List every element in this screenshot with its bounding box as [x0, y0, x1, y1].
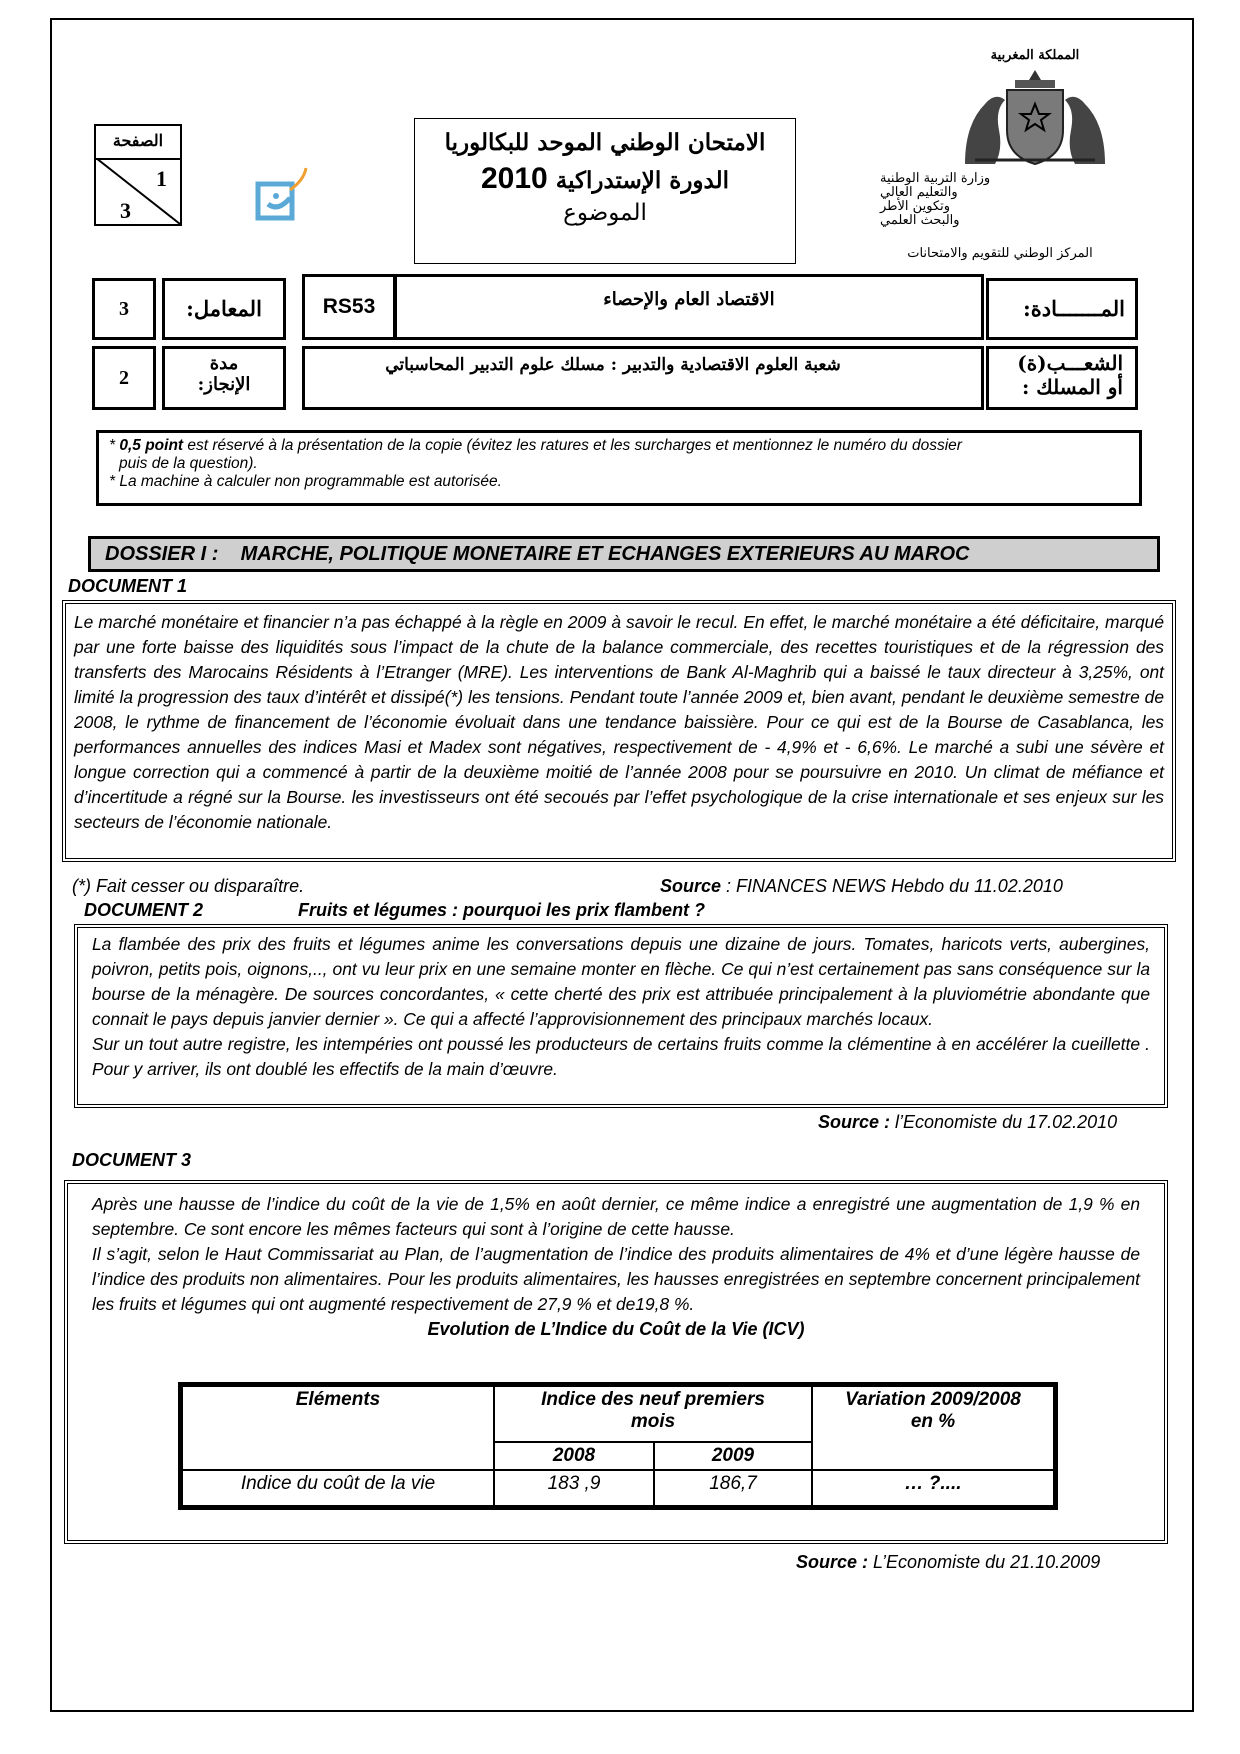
subject-code-cell: RS53	[305, 277, 397, 337]
branch-label-cell: الشعـــب(ة) أو المسلك :	[986, 346, 1138, 410]
ministry-line: وزارة التربية الوطنية	[880, 171, 991, 186]
coefficient-label-cell: المعامل:	[162, 278, 286, 340]
notice-points: 0,5 point	[119, 437, 184, 454]
exam-title-box	[414, 118, 796, 264]
subject-row	[302, 274, 984, 340]
document-1-box	[62, 600, 1176, 862]
exam-session	[415, 162, 795, 196]
notice-line-2: * La machine à calculer non programmable est autorisée.	[109, 473, 502, 490]
document-2-para-2: Sur un tout autre registre, les intempéries ont poussé les producteurs de certains fruits comme la clémentine à en accélérer la cueillette . Pour y arriver, ils ont doublé les effectifs de la main d’œuvre.	[92, 1034, 1150, 1079]
document-1-footnote: (*) Fait cesser ou disparaître.	[72, 876, 305, 896]
document-2-para-1: La flambée des prix des fruits et légumes anime les conversations depuis une dizaine de jours. Tomates, haricots verts, aubergines, poivron, petits pois, oignons,.., ont vu leur prix en une semaine monter en flèche. Ce qui n’est certainement pas sans conséquence sur la bourse de la ménagère. De sources concordantes, « cette cherté des prix est attribuée principalement à la pluviométrie abondante que connait le pays depuis janvier dernier ». Ce qui a affecté l’approvisionnement des principaux marchés locaux.	[92, 934, 1150, 1029]
document-1-label: DOCUMENT 1	[68, 576, 188, 596]
document-1-text: Le marché monétaire et financier n’a pas échappé à la règle en 2009 à savoir le recul. En effet, le marché monétaire a été déficitaire, marqué par une forte baisse des liquidités sous l’impact de la chute de la balance commerciale, des recettes touristiques et de la régression des transferts des Marocains Résidents à l’Etranger (MRE). Les interventions de Bank Al-Maghrib qui a baissé le taux directeur à 3,25%, ont limité la progression des taux d’intérêt et dissipé(*) les tensions. Pendant toute l’année 2009 et, bien avant, pendant le deuxième semestre de 2008, le rythme de financement de l’économie évoluait dans une tendance baissière. Pour ce qui est de la Bourse de Casablanca, les performances annuelles des indices Masi et Madex sont négatives, respectivement de - 4,9% et - 6,6%. Le marché a subi une sévère et longue correction qui a commencé à partir de la deuxième moitié de l’année 2008 pour se poursuivre en 2010. Un climat de méfiance et d’incertitude a régné sur la Bourse. les investisseurs ont été secoués par l’effet psychologique de la crise internationale et ses enjeux sur les secteurs de l’économie nationale.	[74, 612, 1164, 832]
coat-of-arms-emblem	[935, 48, 1135, 168]
ministry-line: والتعليم العالي	[880, 185, 958, 200]
col-variation-header: Variation 2009/2008 en %	[812, 1386, 1054, 1470]
year-2008-header: 2008	[494, 1442, 654, 1470]
document-2-source: Source : l’Economiste du 17.02.2010	[818, 1112, 1118, 1132]
notice-box	[96, 430, 1142, 506]
duration-value-cell: 2	[92, 346, 156, 410]
icv-table-title: Evolution de L’Indice du Coût de la Vie (ICV)	[427, 1319, 805, 1339]
session-year: 2010	[480, 162, 548, 195]
ministry-line: وتكوين الأطر	[880, 199, 950, 214]
notice-line-1: * 0,5 point est réservé à la présentation de la copie (évitez les ratures et les surcharges et mentionnez le numéro du dossier	[109, 437, 962, 454]
icv-table	[178, 1382, 1058, 1510]
table-row	[182, 1470, 1054, 1506]
evaluation-center: المركز الوطني للتقويم والامتحانات	[907, 246, 1093, 261]
kingdom-name: المملكة المغربية	[990, 48, 1080, 63]
duration-label-cell: مدة الإنجاز:	[162, 346, 286, 410]
document-3-para-1: Après une hausse de l’indice du coût de la vie de 1,5% en août dernier, ce même indice a enregistré une augmentation de 1,9 % en septembre. Ce sont encore les mêmes facteurs qui sont à l’origine de cette hausse.	[92, 1194, 1140, 1239]
session-label: الدورة الإستدراكية	[555, 167, 730, 194]
page-total: 3	[120, 198, 131, 223]
document-1-source: Source : FINANCES NEWS Hebdo du 11.02.2010	[660, 876, 1063, 896]
exam-title: الامتحان الوطني الموحد للبكالوريا	[444, 129, 766, 156]
page-label: الصفحة	[96, 126, 180, 160]
value-2008: 183 ,9	[494, 1470, 654, 1506]
row-label: Indice du coût de la vie	[182, 1470, 494, 1506]
variation-value: … ?....	[812, 1470, 1054, 1506]
col-index-header: Indice des neuf premiers mois	[494, 1386, 812, 1442]
center-logo-icon	[254, 166, 318, 226]
document-3-para-2: Il s’agit, selon le Haut Commissariat au Plan, de l’augmentation de l’indice des produits alimentaires de 4% et d’une légère hausse de l’indice des produits non alimentaires. Pour les produits alimentaires, les hausses enregistrées en septembre concernent principalement les fruits et légumes qui ont augmenté respectivement de 27,9 % et de19,8 %.	[92, 1244, 1140, 1314]
dossier-title-banner: DOSSIER I : MARCHE, POLITIQUE MONETAIRE ET ECHANGES EXTERIEURS AU MAROC	[88, 536, 1160, 572]
document-2-box	[74, 924, 1168, 1108]
page-counter-box	[94, 124, 182, 226]
subject-word: الموضوع	[563, 200, 647, 226]
ministry-line: والبحث العلمي	[880, 213, 960, 228]
value-2009: 186,7	[654, 1470, 812, 1506]
document-2-title: Fruits et légumes : pourquoi les prix flambent ?	[298, 900, 706, 920]
subject-label-cell: المـــــــادة:	[986, 278, 1138, 340]
notice-line-1-cont: puis de la question).	[119, 455, 258, 472]
branch-value-cell: شعبة العلوم الاقتصادية والتدبير : مسلك علوم التدبير المحاسباتي	[302, 346, 984, 410]
year-2009-header: 2009	[654, 1442, 812, 1470]
ministry-block	[880, 172, 1120, 228]
col-elements-header: Eléments	[182, 1386, 494, 1470]
document-3-source: Source : L’Economiste du 21.10.2009	[796, 1552, 1101, 1572]
document-2-label: DOCUMENT 2	[84, 900, 204, 920]
document-3-label: DOCUMENT 3	[72, 1150, 192, 1170]
subject-value: الاقتصاد العام والإحصاء	[603, 289, 775, 310]
page-current: 1	[156, 166, 167, 191]
coefficient-value-cell: 3	[92, 278, 156, 340]
